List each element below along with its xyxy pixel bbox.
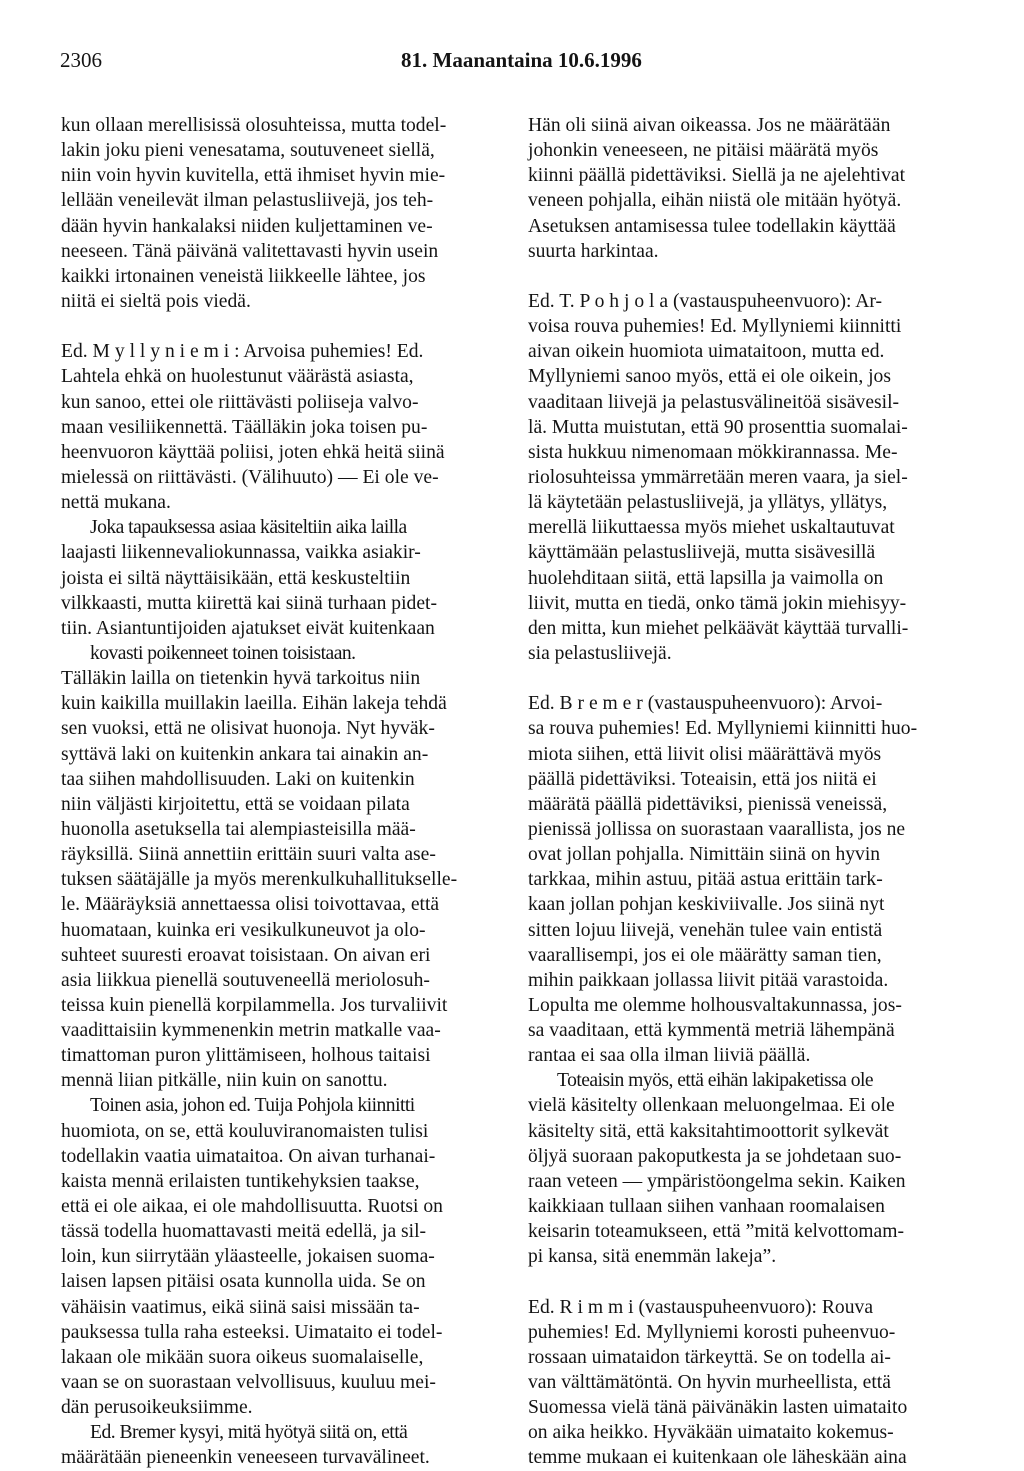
text-line: sitten lojuu liivejä, venehän tulee vain entistä xyxy=(528,919,883,941)
text-line: kaista mennä erilaisten tuntikehyksien taakse, xyxy=(61,1170,420,1192)
text-line: niitä ei sieltä pois viedä. xyxy=(61,290,251,312)
text-line: ovat jollan pohjalla. Nimittäin siinä on hyvin xyxy=(528,844,881,866)
text-line: Suomessa vielä tänä päivänäkin lasten uimataito xyxy=(528,1397,908,1419)
text-line: sen vuoksi, että ne olisivat huonoja. Nyt hyväk- xyxy=(61,718,435,740)
text-line: suurta harkintaa. xyxy=(528,240,659,262)
text-line: sia pelastusliivejä. xyxy=(528,642,672,664)
text-line: loin, kun siirrytään yläasteelle, jokaisen suoma- xyxy=(61,1246,435,1268)
text-line: käyttämään pelastusliivejä, mutta sisävesillä xyxy=(528,542,876,564)
text-line: vähäisin vaatimus, eikä siinä saisi missään ta- xyxy=(61,1296,420,1318)
text-line: pauksessa tulla raha esteeksi. Uimataito ei todel- xyxy=(61,1321,443,1343)
text-line: niin väljästi kirjoitettu, että se voidaan pilata xyxy=(61,793,410,815)
text-line: Myllyniemi sanoo myös, että ei ole oikein, jos xyxy=(528,366,891,388)
text-line: vaaditaan liivejä ja pelastusvälineitöä sisävesil- xyxy=(528,391,900,413)
text-line: vielä käsitelty ollenkaan meluongelmaa. Ei ole xyxy=(528,1095,895,1117)
text-line: rossaan uimataidon tärkeyttä. Se on todella ai- xyxy=(528,1346,891,1368)
text-line: kaikki irtonainen veneistä liikkeelle lähtee, jos xyxy=(61,265,426,287)
text-line: tarkkaa, mihin astuu, pitää astua erittäin tark- xyxy=(528,869,883,891)
text-line: huolehditaan siitä, että lapsilla ja vaimolla on xyxy=(528,567,884,589)
text-line: sista hukkuu nimenomaan mökkirannassa. Me- xyxy=(528,441,898,463)
text-line: Joka tapauksessa asiaa käsiteltiin aika lailla xyxy=(90,517,407,539)
text-line: kun sanoo, ettei ole riittävästi poliiseja valvo- xyxy=(61,391,419,413)
text-line: lä. Mutta muistutan, että 90 prosenttia suomalai- xyxy=(528,416,908,438)
text-line: den mitta, kun miehet pelkäävät käyttää turvalli- xyxy=(528,617,909,639)
text-line: aivan oikein huomiota uimataitoon, mutta ed. xyxy=(528,341,885,363)
text-line: käsitelty sitä, että kaksitahtimoottorit sylkevät xyxy=(528,1120,889,1142)
text-line: todellakin vaatia uimataitoa. On aivan turhanai- xyxy=(61,1145,436,1167)
text-line: riolosuhteissa ymmärretään meren vaara, ja siel- xyxy=(528,466,908,488)
text-line: nettä mukana. xyxy=(61,492,171,514)
text-line: raan veteen — ympäristöongelma sekin. Kaiken xyxy=(528,1170,906,1192)
text-line: keisarin toteamukseen, että ”mitä kelvottomam- xyxy=(528,1221,904,1243)
text-line: Lahtela ehkä on huolestunut väärästä asiasta, xyxy=(61,366,414,388)
text-line: tässä todella huomattavasti meitä edellä, ja sil- xyxy=(61,1221,427,1243)
text-line: pienissä jollissa on suorastaan vaarallista, jos ne xyxy=(528,818,906,840)
text-line: syttävä laki on kuitenkin ankara tai ainakin an- xyxy=(61,743,429,765)
text-line: kaikkiaan tullaan siihen vanhaan roomalaisen xyxy=(528,1196,885,1218)
text-line: Lopulta me olemme holhousvaltakunnassa, jos- xyxy=(528,994,902,1016)
text-line: päällä pidettäviksi. Toteaisin, että jos niitä ei xyxy=(528,768,877,790)
text-line: määrätä päällä pidettäviksi, pienissä veneissä, xyxy=(528,793,888,815)
text-line: pi kansa, sitä enemmän lakeja”. xyxy=(528,1246,777,1268)
text-line: heenvuoron käyttää poliisi, joten ehkä heitä siinä xyxy=(61,441,445,463)
text-line: suhteet suuresti eroavat toisistaan. On aivan eri xyxy=(61,944,431,966)
text-line: huomataan, kuinka eri vesikulkuneuvot ja olo- xyxy=(61,919,426,941)
page-number: 2306 xyxy=(60,48,102,72)
text-line: neeseen. Tänä päivänä valitettavasti hyvin usein xyxy=(61,240,439,262)
paragraph-gap xyxy=(528,1269,968,1294)
text-line: sa vaaditaan, että kymmentä metriä lähempänä xyxy=(528,1020,895,1042)
text-line: että ei ole aikaa, ei ole mahdollisuutta. Ruotsi on xyxy=(61,1196,443,1218)
text-line: huomiota, on se, että kouluviranomaisten tulisi xyxy=(61,1120,429,1142)
text-line: vilkkaasti, mutta kiirettä kai siinä turhaan pidet- xyxy=(61,592,437,614)
text-line: joista ei siltä näyttäisikään, että keskusteltiin xyxy=(61,567,411,589)
text-line: liivit, mutta en tiedä, onko tämä jokin miehisyy- xyxy=(528,592,907,614)
text-line: Hän oli siinä aivan oikeassa. Jos ne määrätään xyxy=(528,115,891,136)
text-line: Ed. Bremer kysyi, mitä hyötyä siitä on, että xyxy=(90,1422,408,1444)
text-line: asia liikkua pienellä soutuveneellä meriolosuh- xyxy=(61,969,430,991)
text-line: puhemies! Ed. Myllyniemi korosti puheenvuo- xyxy=(528,1321,896,1343)
text-line: vaan se on suorastaan velvollisuus, kuuluu mei- xyxy=(61,1372,436,1394)
text-line: tuksen säätäjälle ja myös merenkulkuhallitukselle- xyxy=(61,869,458,891)
text-line: dään hyvin hankalaksi niiden kuljettaminen ve- xyxy=(61,215,433,237)
text-line: mihin paikkaan jollassa liivit pitää varastoida. xyxy=(528,969,889,991)
text-line: kaan jollan pohjan keskiviivalle. Jos siinä nyt xyxy=(528,894,885,916)
text-line: kun ollaan merellisissä olosuhteissa, mutta todel- xyxy=(61,115,447,136)
text-line: Toteaisin myös, että eihän lakipaketissa ole xyxy=(557,1070,874,1092)
text-line: lellään veneilevät ilman pelastusliivejä, jos teh- xyxy=(61,190,434,212)
text-line: laisen lapsen pitäisi osata kunnolla uida. Se on xyxy=(61,1271,426,1293)
text-line: kuin kaikilla muillakin laeilla. Eihän lakeja tehdä xyxy=(61,693,447,715)
paragraph-gap xyxy=(528,666,968,691)
text-line: johonkin veneeseen, ne pitäisi määrätä myös xyxy=(528,140,879,162)
text-line: mennä liian pitkälle, niin kuin on sanottu. xyxy=(61,1070,388,1092)
text-line: sa rouva puhemies! Ed. Myllyniemi kiinnitti huo- xyxy=(528,718,918,740)
text-line: maan vesiliikennettä. Täälläkin joka toisen pu- xyxy=(61,416,428,438)
text-line: räyksillä. Siinä annettiin erittäin suuri valta ase- xyxy=(61,844,436,866)
text-line: temme mukaan ei kuitenkaan ole läheskään aina xyxy=(528,1447,907,1469)
text-line: veneen pohjalla, eihän niistä ole mitään hyötyä. xyxy=(528,190,902,212)
paragraph-gap xyxy=(61,314,498,339)
text-line: lä käytetään pelastusliivejä, ja yllätys, yllätys, xyxy=(528,492,888,514)
text-line: kiinni päällä pidettäviksi. Siellä ja ne ajelehtivat xyxy=(528,165,906,187)
text-line: Ed. R i m m i (vastauspuheenvuoro): Rouva xyxy=(528,1296,874,1318)
text-line: vaarallisempi, jos ei ole määrätty saman tien, xyxy=(528,944,882,966)
text-line: Ed. M y l l y n i e m i : Arvoisa puhemies! Ed. xyxy=(61,341,424,363)
text-line: vaadittaisiin kymmenenkin metrin matkalle vaa- xyxy=(61,1020,441,1042)
text-line: huonolla asetuksella tai alempiasteisilla mää- xyxy=(61,818,416,840)
text-line: tiin. Asiantuntijoiden ajatukset eivät kuitenkaan xyxy=(61,617,435,639)
text-line: timattoman puron ylittämiseen, holhous taitaisi xyxy=(61,1045,431,1067)
text-line: rantaa ei saa olla ilman liiviä päällä. xyxy=(528,1045,811,1067)
text-line: merellä liikuttaessa myös miehet uskaltautuvat xyxy=(528,517,895,539)
text-line: Toinen asia, johon ed. Tuija Pohjola kiinnitti xyxy=(90,1095,415,1117)
text-line: taa siihen mahdollisuuden. Laki on kuitenkin xyxy=(61,768,415,790)
paragraph-gap xyxy=(528,264,968,289)
page-header xyxy=(60,48,960,78)
text-line: öljyä suoraan pakoputkesta ja se johdetaan suo- xyxy=(528,1145,902,1167)
text-line: le. Määräyksiä annettaessa olisi toivottavaa, että xyxy=(61,894,440,916)
text-line: Asetuksen antamisessa tulee todellakin käyttää xyxy=(528,215,896,237)
right-column xyxy=(528,113,968,1471)
text-line: niin voin hyvin kuvitella, että ihmiset hyvin mie- xyxy=(61,165,446,187)
text-line: on aika heikko. Hyväkään uimataito kokemus- xyxy=(528,1422,894,1444)
text-line: voisa rouva puhemies! Ed. Myllyniemi kiinnitti xyxy=(528,316,902,338)
text-line: lakin joku pieni venesatama, soutuveneet siellä, xyxy=(61,140,435,162)
text-line: kovasti poikenneet toinen toisistaan. xyxy=(90,642,356,664)
text-line: lakaan ole mikään suora oikeus suomalaiselle, xyxy=(61,1346,424,1368)
left-column xyxy=(61,113,498,1471)
text-line: määrätään pieneenkin veneeseen turvavälineet. xyxy=(61,1447,430,1469)
text-line: van välttämätöntä. On hyvin murheellista, että xyxy=(528,1372,891,1394)
text-line: Ed. B r e m e r (vastauspuheenvuoro): Arvoi- xyxy=(528,693,883,715)
text-line: mielessä on riittävästi. (Välihuuto) — Ei ole ve- xyxy=(61,466,439,488)
text-line: dän perusoikeuksiimme. xyxy=(61,1397,253,1419)
text-line: miota siihen, että liivit olisi määrättävä myös xyxy=(528,743,882,765)
text-line: teissa kuin pienellä korpilammella. Jos turvaliivit xyxy=(61,994,448,1016)
session-title: 81. Maanantaina 10.6.1996 xyxy=(401,48,642,72)
text-line: Ed. T. P o h j o l a (vastauspuheenvuoro): Ar- xyxy=(528,290,883,312)
text-line: Tälläkin lailla on tietenkin hyvä tarkoitus niin xyxy=(61,668,421,690)
text-line: laajasti liikennevaliokunnassa, vaikka asiakir- xyxy=(61,542,421,564)
